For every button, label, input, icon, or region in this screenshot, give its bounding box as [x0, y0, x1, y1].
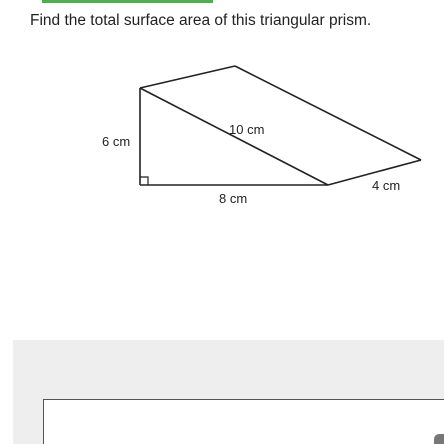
resize-handle[interactable]	[434, 434, 444, 444]
prism-edge-top-depth	[140, 66, 235, 88]
label-depth: 4 cm	[372, 178, 401, 193]
prism-edge-back-slant	[235, 66, 421, 160]
label-hypotenuse: 10 cm	[229, 122, 265, 137]
label-height: 6 cm	[102, 134, 131, 149]
label-base: 8 cm	[219, 191, 248, 206]
right-angle-marker	[140, 177, 148, 185]
question-text: Find the total surface area of this triangular prism.	[30, 12, 372, 29]
answer-input[interactable]	[43, 399, 444, 444]
